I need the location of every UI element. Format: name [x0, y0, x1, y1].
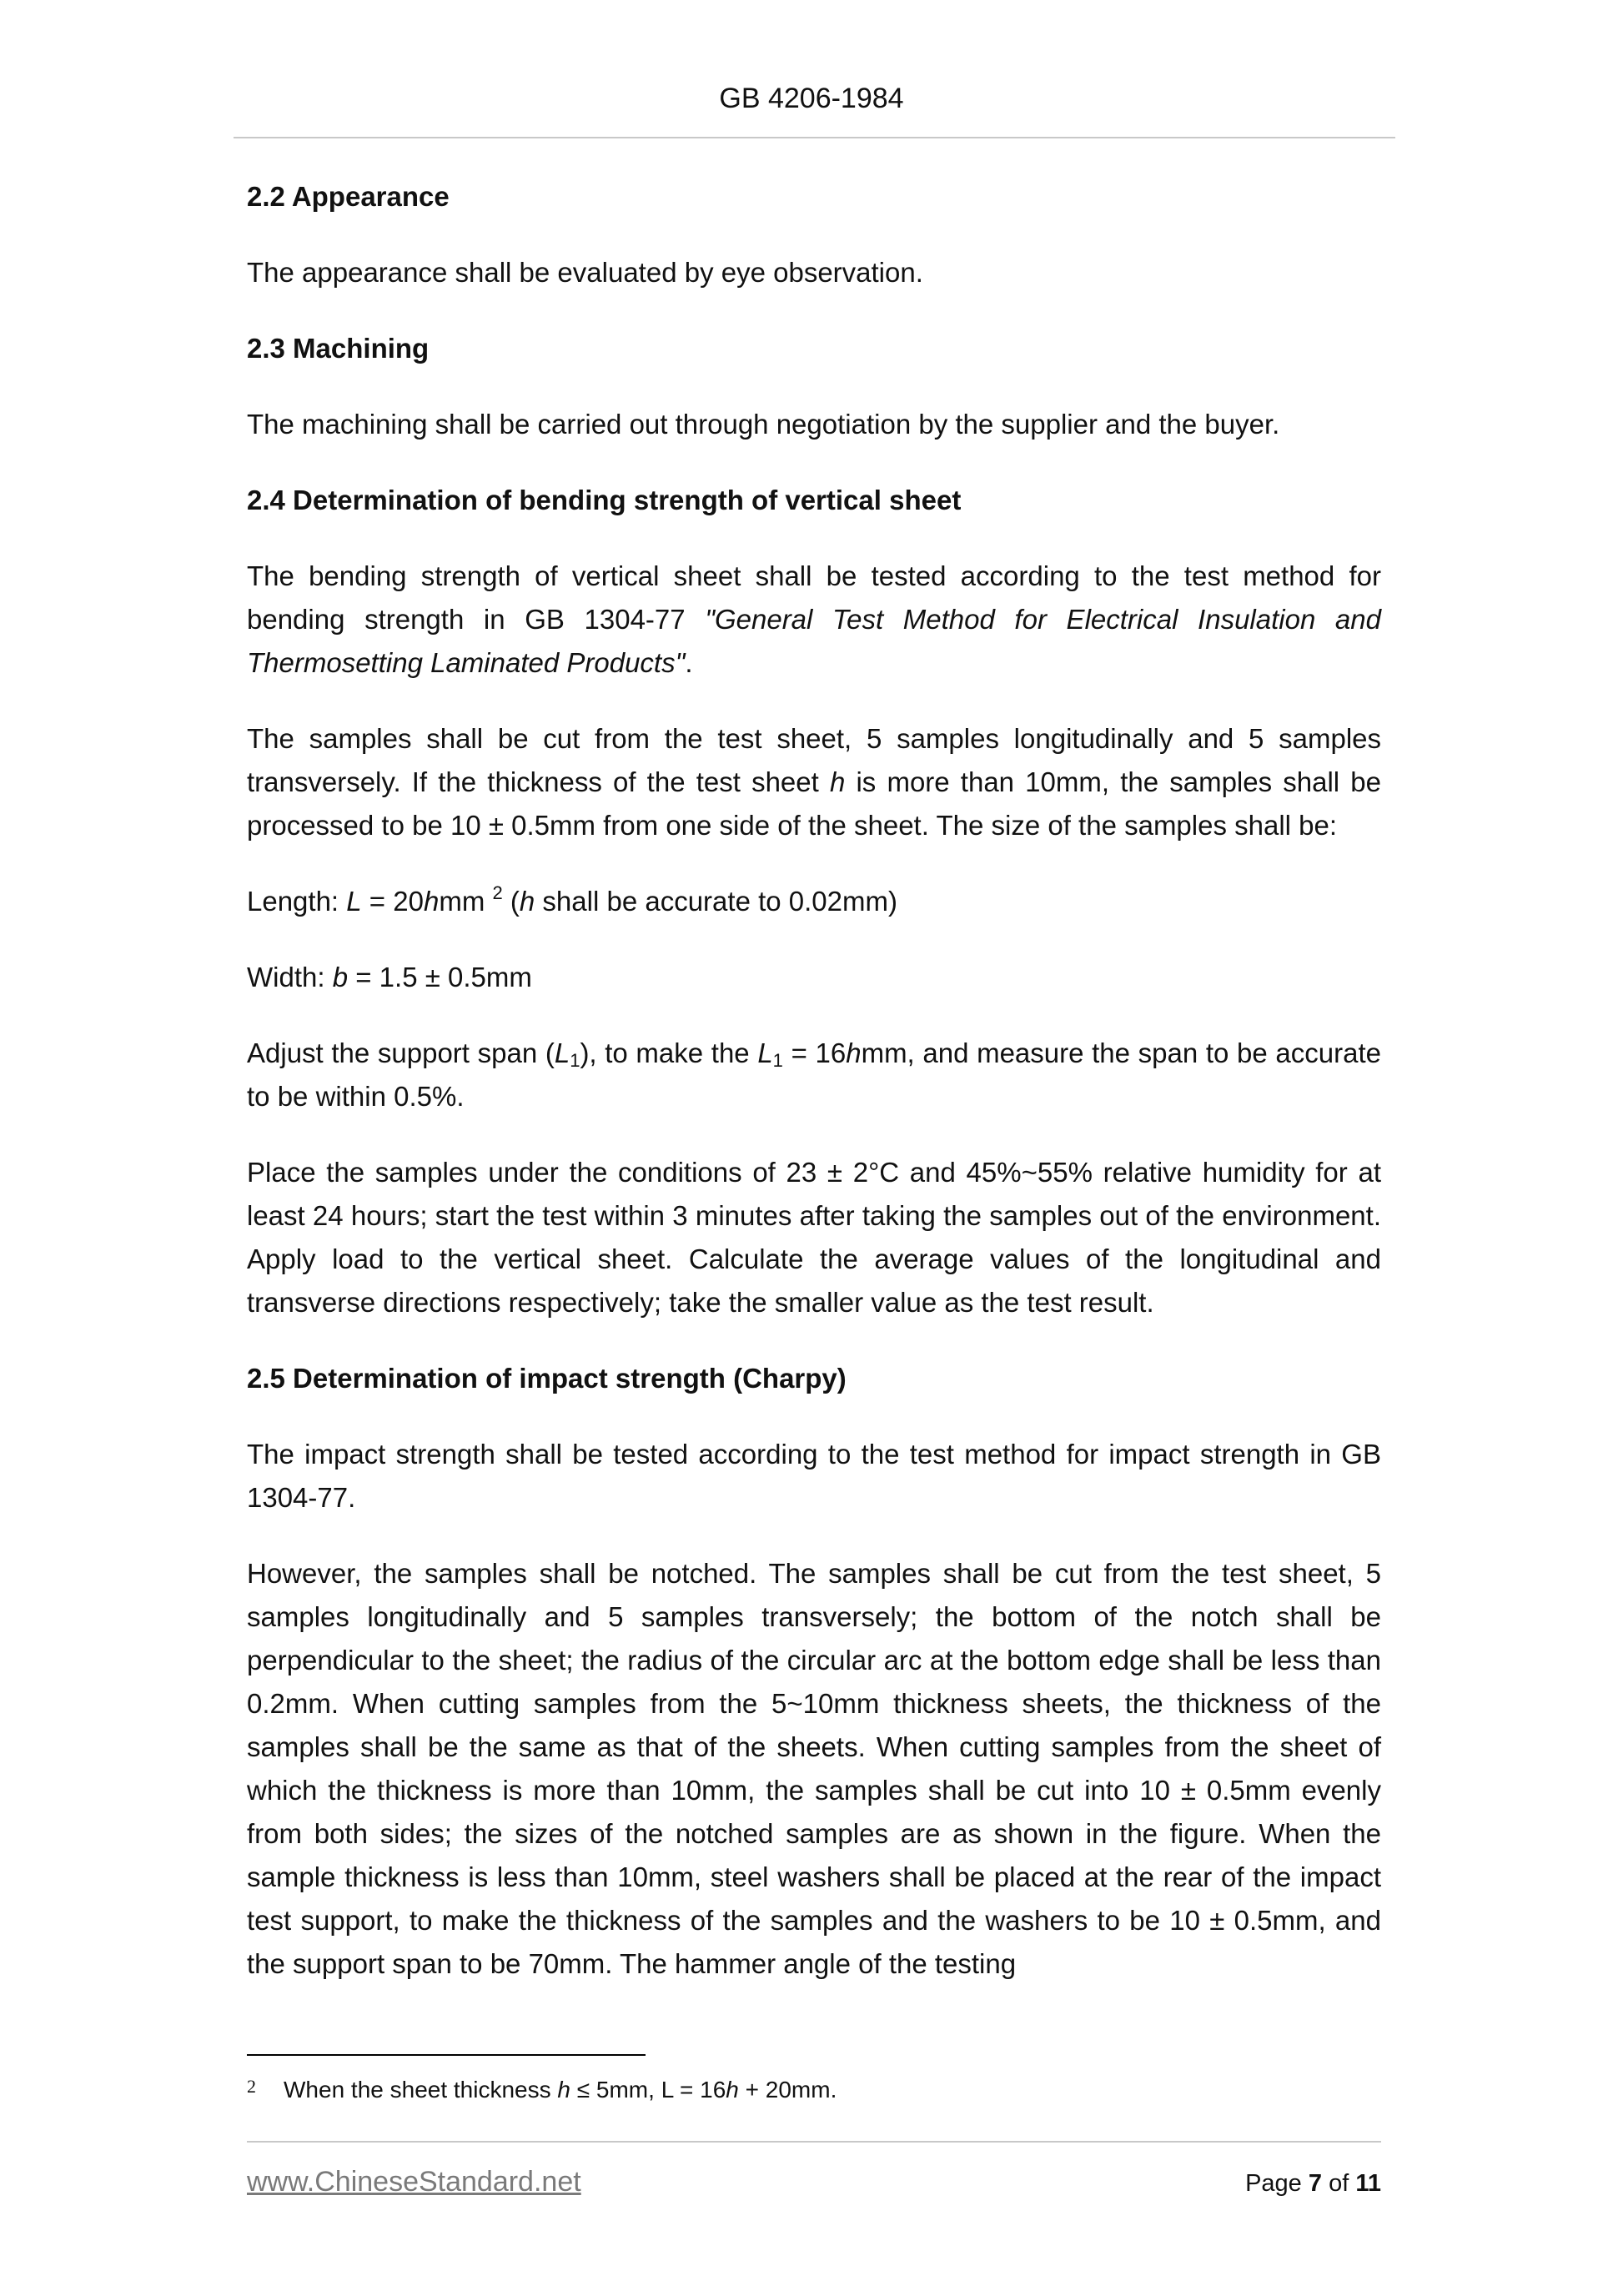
variable-L: L: [346, 886, 362, 917]
text-run: When the sheet thickness: [284, 2077, 558, 2103]
document-header-title: GB 4206-1984: [719, 83, 904, 114]
text-run: of: [1322, 2170, 1356, 2197]
variable-h: h: [846, 1037, 862, 1068]
total-pages: 11: [1355, 2170, 1381, 2197]
text-run: .: [685, 647, 693, 678]
footnote-separator: [247, 2054, 646, 2056]
text-run: The bending strength of vertical sheet shall be tested according to the test method for bending strength in GB 1304-77: [247, 560, 1381, 635]
section-2-2-paragraph: The appearance shall be evaluated by eye observation.: [247, 257, 923, 288]
section-heading-2-4: 2.4 Determination of bending strength of vertical sheet: [247, 485, 962, 515]
variable-h: h: [829, 766, 846, 797]
sample-width-line: [247, 956, 1381, 999]
text-run: = 16: [782, 1037, 847, 1068]
standard-title: "General Test Method for Electrical Insulation and Thermosetting Laminated Products": [247, 604, 1381, 678]
conditioning-paragraph: Place the samples under the conditions of 23 ± 2°C and 45%~55% relative humidity for at least 24 hours; start the test within 3 minutes after taking the samples out of the environment. Apply load to the vertical sheet. Calculate the average values of the longitudinal and transverse directions respectively; take the smaller value as the test result.: [247, 1157, 1381, 1318]
variable-h: h: [519, 886, 535, 917]
footer-divider: [247, 2141, 1381, 2143]
footnote: [247, 2070, 1381, 2107]
text-run: ), to make the: [580, 1037, 758, 1068]
support-span-paragraph: [247, 1032, 1381, 1118]
text-run: Page: [1245, 2170, 1309, 2197]
footnote-reference[interactable]: 2: [492, 882, 503, 903]
text-run: ≤ 5mm, L = 16: [570, 2077, 726, 2103]
text-run: mm, and measure the span to be accurate to be within 0.5%.: [247, 1037, 1381, 1112]
text-run: is more than 10mm, the samples shall be processed to be 10 ± 0.5mm from one side of the sheet. The size of the samples shall be:: [247, 766, 1381, 841]
text-run: = 20: [361, 886, 424, 917]
section-heading-2-3: 2.3 Machining: [247, 333, 430, 364]
current-page: 7: [1308, 2170, 1323, 2197]
footnote-mark: 2: [247, 2076, 256, 2097]
section-2-5-paragraph-2: However, the samples shall be notched. The samples shall be cut from the test sheet, 5 samples longitudinally and 5 samples transversely; the bottom of the notch shall be perpendicular to the sheet; the radius of the circular arc at the bottom edge shall be less than 0.2mm. When cutting samples from the 5~10mm thickness sheets, the thickness of the samples shall be the same as that of the sheets. When cutting samples from the sheet of which the thickness is more than 10mm, the samples shall be cut into 10 ± 0.5mm evenly from both sides; the sizes of the notched samples are as shown in the figure. When the sample thickness is less than 10mm, steel washers shall be placed at the rear of the impact test support, to make the thickness of the samples and the washers to be 10 ± 0.5mm, and the support span to be 70mm. The hammer angle of the testing: [247, 1558, 1381, 1979]
website-link[interactable]: www.ChineseStandard.net: [247, 2166, 581, 2198]
page-number: [1245, 2167, 1381, 2200]
text-run: shall be accurate to 0.02mm): [535, 886, 897, 917]
text-run: Adjust the support span (: [247, 1037, 555, 1068]
variable-h: h: [423, 886, 440, 917]
text-run: The samples shall be cut from the test sheet, 5 samples longitudinally and 5 samples transversely. If the thickness of the test sheet: [247, 723, 1381, 797]
variable-h: h: [726, 2077, 739, 2103]
subscript-1: 1: [570, 1050, 580, 1071]
section-2-4-paragraph-2: [247, 717, 1381, 847]
text-run: = 1.5 ± 0.5mm: [348, 962, 532, 992]
section-2-4-paragraph-1: [247, 555, 1381, 685]
section-heading-2-5: 2.5 Determination of impact strength (Charpy): [247, 1363, 847, 1394]
header-divider: [234, 137, 1395, 138]
section-2-5-paragraph-1: The impact strength shall be tested according to the test method for impact strength in GB 1304-77.: [247, 1439, 1381, 1513]
sample-length-line: [247, 880, 1381, 923]
section-2-3-paragraph: The machining shall be carried out through negotiation by the supplier and the buyer.: [247, 409, 1280, 440]
variable-b: b: [332, 962, 349, 992]
variable-L: L: [554, 1037, 570, 1068]
page-content: [247, 175, 1381, 2018]
text-run: (: [502, 886, 520, 917]
variable-L: L: [757, 1037, 773, 1068]
text-run: mm: [439, 886, 493, 917]
text-run: Width:: [247, 962, 333, 992]
text-run: Length:: [247, 886, 347, 917]
section-heading-2-2: 2.2 Appearance: [247, 181, 450, 212]
subscript-1: 1: [772, 1050, 783, 1071]
text-run: + 20mm.: [738, 2077, 837, 2103]
variable-h: h: [557, 2077, 570, 2103]
